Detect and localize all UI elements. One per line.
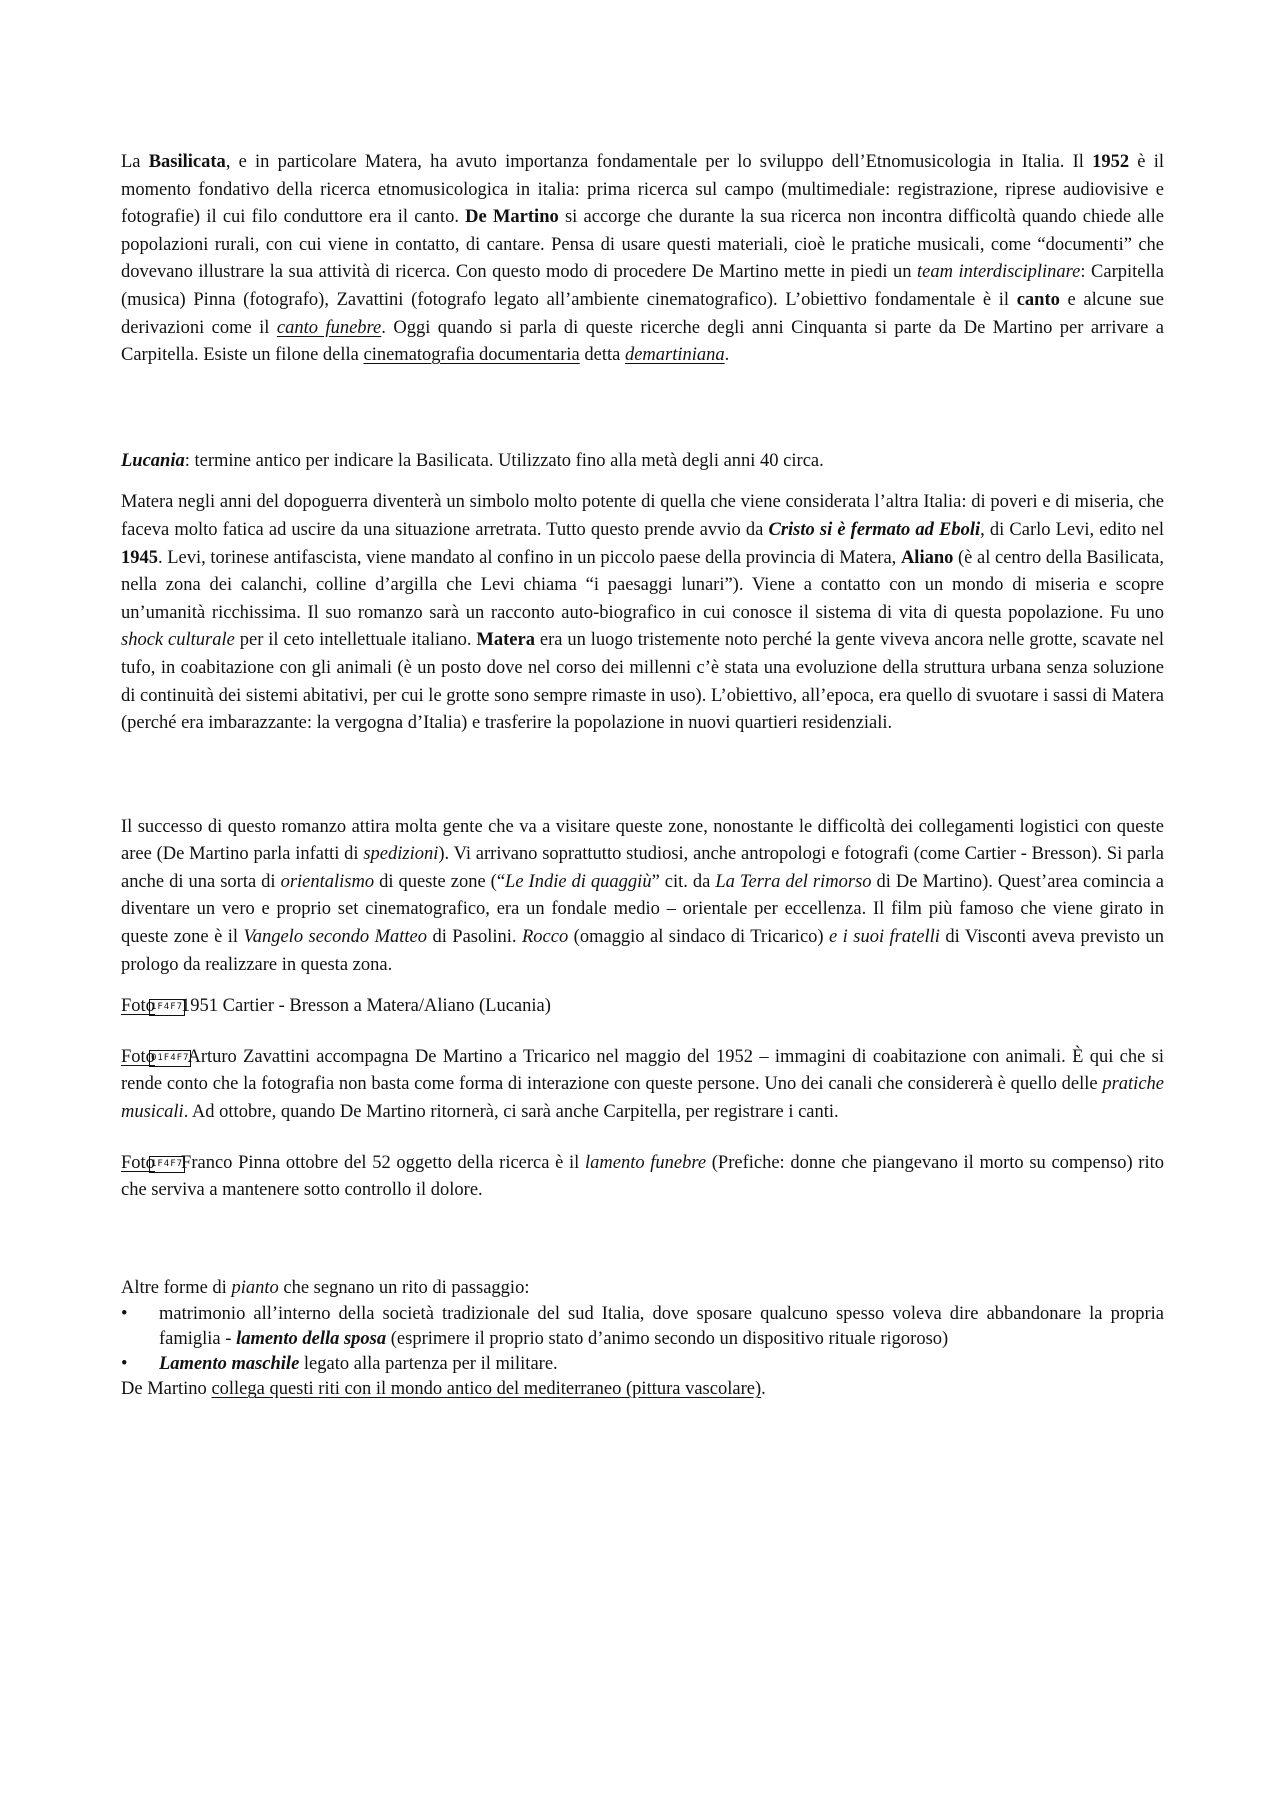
italic-term: spedizioni — [363, 844, 439, 865]
text: di De Martino). Quest’area comincia a diventare un vero e proprio set cinematografico, era un fondale medio – orientale per eccellenza. Il film più famoso che viene girato in queste zone è il — [121, 871, 1164, 948]
bold-italic-term: lamento della sposa — [236, 1329, 387, 1350]
bold-year: 1945 — [121, 547, 158, 568]
bold-year: 1952 — [1092, 152, 1130, 172]
text: ). Vi arrivano soprattutto studiosi, anche antropologi e fotografi (come Cartier - Bresson). Si parla anche di una sorta di — [121, 844, 1165, 892]
paragraph-foto-2 — [121, 1044, 1164, 1127]
text: . — [724, 345, 730, 366]
text: , di Carlo Levi, edito nel — [980, 519, 1164, 540]
underlined-term: canto funebre — [276, 317, 382, 338]
text: ” cit. da — [651, 871, 716, 892]
text: : Carpitella (musica) Pinna (fotografo), Zavattini (fotografo legato all’ambiente cinematografico). L’obiettivo fondamentale è il — [121, 262, 1164, 310]
underlined-term: demartiniana — [624, 345, 725, 366]
text: Matera negli anni del dopoguerra diventerà un simbolo molto potente di quella che viene considerata l’altra Italia: di poveri e di miseria, che faceva molto fatica ad uscire da una situazione arretrata. Tutto questo prende avvio da — [121, 492, 1164, 540]
bold-place: Aliano — [900, 547, 954, 568]
text: (omaggio al sindaco di Tricarico) — [568, 927, 830, 948]
underlined-term: cinematografia documentaria — [363, 345, 580, 366]
list-item — [121, 1352, 1164, 1377]
foto-link[interactable]: Foto — [121, 1046, 155, 1067]
bold-place: Matera — [476, 630, 535, 651]
text: di Visconti aveva previsto un prologo da realizzare in questa zona. — [121, 927, 1165, 975]
text: matrimonio all’interno della società tradizionale del sud Italia, dove sposare qualcuno spesso voleva dire abbandonare la propria famiglia - — [159, 1304, 1164, 1350]
bold-italic-term: Lamento maschile — [159, 1354, 300, 1375]
bullet-icon: • — [121, 1304, 128, 1325]
italic-term: team interdisciplinare — [916, 262, 1081, 283]
underlined-phrase: collega questi riti con il mondo antico del mediterraneo (pittura vascolare) — [211, 1379, 762, 1400]
text: Franco Pinna ottobre del 52 oggetto della ricerca è il — [181, 1152, 585, 1173]
text: , e in particolare Matera, ha avuto importanza fondamentale per lo sviluppo dell’Etnomusicologia in Italia. Il — [225, 152, 1093, 172]
book-title: Cristo si è fermato ad Eboli — [768, 519, 981, 540]
paragraph-foto-1 — [121, 993, 1164, 1021]
text: . Oggi quando si parla di queste ricerche degli anni Cinquanta si parte da De Martino per arrivare a Carpitella. Esiste un filone della — [121, 317, 1164, 366]
paragraph-foto-3 — [121, 1150, 1164, 1205]
italic-quote: Le Indie di quaggiù — [505, 871, 652, 892]
text: Il successo di questo romanzo attira molta gente che va a visitare queste zone, nonostante le difficoltà dei collegamenti logistici con queste aree (De Martino parla infatti di — [121, 816, 1164, 865]
text: si accorge che durante la sua ricerca non incontra difficoltà quando chiede alle popolazioni rurali, con cui viene in contatto, di cantare. Pensa di usare questi materiali, cioè le pratiche musicali, come “documenti” che dovevano illustrare la sua attività di ricerca. Con questo modo di procedere De Martino mette in piedi un — [121, 207, 1164, 283]
list-item — [121, 1302, 1164, 1352]
bold-italic-term: Lucania — [121, 450, 185, 471]
missing-glyph-box: 1F4F7 — [149, 999, 185, 1016]
text: è il momento fondativo della ricerca etnomusicologica in italia: prima ricerca sul campo (multimediale: registrazione, riprese audiovisive e fotografie) il cui filo conduttore era il canto. — [121, 152, 1164, 228]
text: : termine antico per indicare la Basilicata. Utilizzato fino alla metà degli anni 40 circa. — [184, 450, 824, 471]
text: e alcune sue derivazioni come il — [121, 289, 1164, 338]
missing-glyph-box: 1F4F7 — [149, 1156, 185, 1173]
text: legato alla partenza per il militare. — [299, 1354, 558, 1375]
text: (è al centro della Basilicata, nella zona dei calanchi, colline d’argilla che Levi chiama “i paesaggi lunari”). Viene a contatto con un mondo di miseria e scopre un’umanità ricchissima. Il suo romanzo sarà un racconto auto-biografico in cui conosce il sistema di vita di questa popolazione. Fu uno — [121, 547, 1164, 623]
italic-term: shock culturale — [121, 630, 235, 651]
text: era un luogo tristemente noto perché la gente viveva ancora nelle grotte, scavate nel tufo, in coabitazione con gli animali (è un posto dove nel corso dei millenni c’è stata una evoluzione della struttura urbana senza soluzione di continuità dei sistemi abitativi, per cui le grotte sono sempre rimaste in uso). L’obiettivo, all’epoca, era quello di svuotare i sassi di Matera (perché era imbarazzante: la vergogna d’Italia) e trasferire la popolazione in nuovi quartieri residenziali. — [121, 630, 1164, 734]
text: (esprimere il proprio stato d’animo secondo un dispositivo rituale rigoroso) — [386, 1329, 949, 1350]
text: di Pasolini. — [427, 927, 522, 948]
text: 1951 Cartier - Bresson a Matera/Aliano (Lucania) — [181, 996, 551, 1017]
text: per il ceto intellettuale italiano. — [234, 630, 477, 651]
bullet-list — [121, 1302, 1164, 1377]
book-title: La Terra del rimorso — [715, 871, 872, 892]
text: Altre forme di — [121, 1277, 232, 1298]
text: di queste zone (“ — [374, 871, 506, 892]
bullet-icon: • — [121, 1354, 128, 1375]
foto-link[interactable]: Foto — [121, 996, 155, 1017]
missing-glyph-box: 01F4F7 — [149, 1050, 192, 1067]
bold-term: canto — [1016, 289, 1060, 310]
bold-name: De Martino — [465, 207, 559, 228]
foto-link[interactable]: Foto — [121, 1152, 155, 1173]
italic-term: orientalismo — [280, 871, 375, 892]
paragraph-matera — [121, 489, 1164, 737]
paragraph-basilicata — [121, 149, 1164, 370]
italic-term: lamento funebre — [584, 1152, 707, 1173]
italic-term: pianto — [231, 1277, 279, 1298]
paragraph-altre-forme — [121, 1275, 1164, 1303]
text: De Martino — [121, 1379, 212, 1400]
text: . Ad ottobre, quando De Martino ritornerà, ci sarà anche Carpitella, per registrare i canti. — [183, 1102, 839, 1123]
film-title: Vangelo secondo Matteo — [243, 927, 427, 948]
film-title: Rocco — [521, 927, 569, 948]
text: (Prefiche: donne che piangevano il morto su compenso) rito che serviva a mantenere sotto controllo il dolore. — [121, 1152, 1164, 1201]
italic-term: pratiche musicali — [121, 1074, 1164, 1123]
film-title: e i suoi fratelli — [829, 927, 940, 948]
text: . Levi, torinese antifascista, viene mandato al confino in un piccolo paese della provincia di Matera, — [158, 547, 901, 568]
text: Arturo Zavattini accompagna De Martino a Tricarico nel maggio del 1952 – immagini di coabitazione con animali. È qui che si rende conto che la fotografia non basta come forma di interazione con queste persone. Uno dei canali che considererà è quello delle — [121, 1046, 1164, 1095]
text: La — [121, 152, 149, 172]
paragraph-lucania — [121, 448, 1164, 476]
paragraph-closing — [121, 1377, 1164, 1402]
text: detta — [579, 345, 625, 366]
paragraph-successo — [121, 814, 1164, 980]
text: . — [761, 1379, 766, 1400]
bold-term: Basilicata — [148, 152, 226, 172]
text: che segnano un rito di passaggio: — [278, 1277, 530, 1298]
